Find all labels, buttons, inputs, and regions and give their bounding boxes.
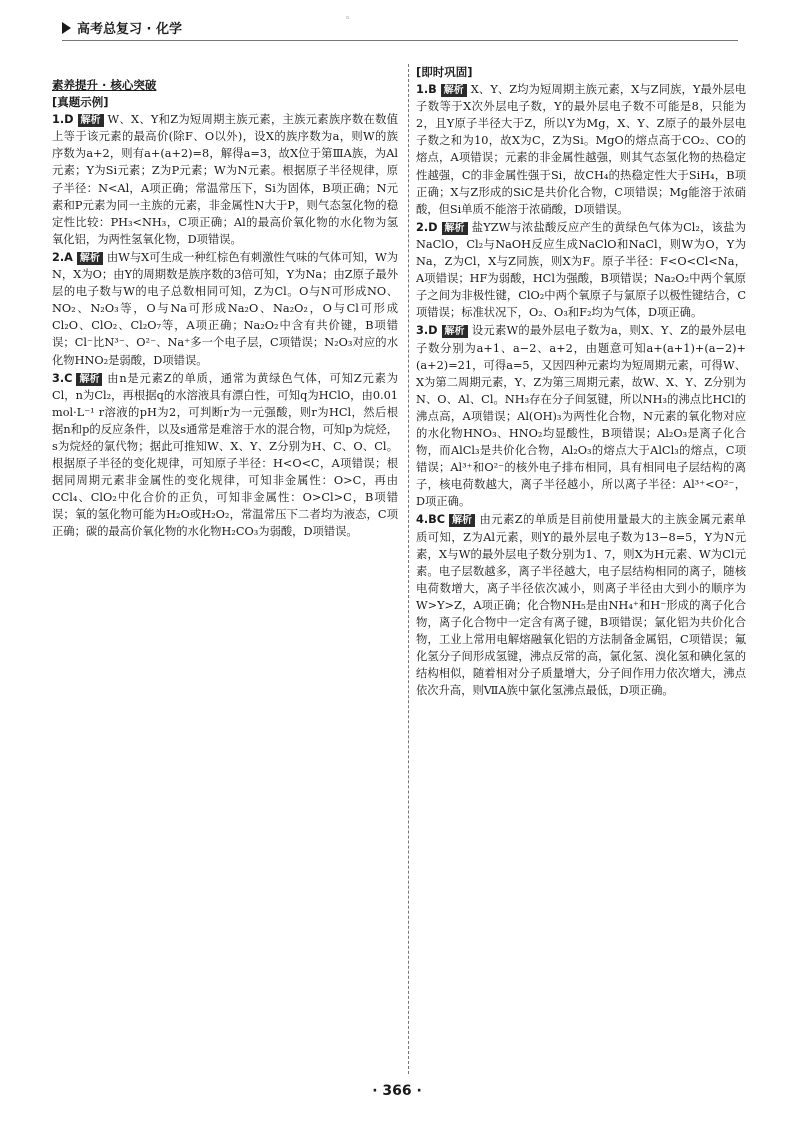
column-divider (408, 64, 409, 1074)
item-text: 由元素Z的单质是目前使用量最大的主族金属元素单质可知，Z为Al元素，则Y的最外层电子数为13−8=5，Y为N元素，X与W的最外层电子数分别为1、7，则X为H元素、W为Cl元素。电子层数越多，离子半径越大，电子层结构相同的离子，随核电荷数增大，离子半径依次减小，则离子半径由大到小的顺序为W>Y>Z，A项正确；化合物NH₅是由NH₄⁺和H⁻形成的离子化合物，离子化合物中一定含有离子键，B项错误；氯化铝为共价化合物，工业上常用电解熔融氧化铝的方法制备金属铝，C项错误；氟化氢分子间形成氢键，沸点反常的高，氯化氢、溴化氢和碘化氢的结构相似，随着相对分子质量增大，分子间作用力依次增大，沸点依次升高，则ⅦA族中氯化氢沸点最低，D项正确。 (416, 513, 746, 698)
left-column (52, 77, 398, 542)
answer-item (52, 111, 398, 248)
item-number: 3. (52, 371, 65, 385)
item-number: 1. (416, 83, 429, 97)
triangle-marker-icon (62, 22, 71, 34)
analysis-badge: 解析 (441, 84, 467, 97)
item-number: 3. (416, 324, 429, 338)
item-answer: D (64, 113, 74, 127)
analysis-badge: 解析 (76, 373, 102, 386)
answer-item (416, 322, 746, 510)
page-header (62, 18, 182, 37)
answer-item (416, 511, 746, 699)
right-subhead: [即时巩固] (416, 65, 473, 79)
item-answer: BC (428, 513, 446, 527)
item-answer: A (64, 250, 73, 264)
analysis-badge: 解析 (449, 514, 475, 527)
item-answer: D (428, 220, 438, 234)
answer-item (52, 370, 398, 541)
answer-item (416, 81, 746, 218)
answer-item (416, 219, 746, 322)
item-text: 由W与X可生成一种红棕色有刺激性气味的气体可知，W为N，X为O；由Y的周期数是族序数的3倍可知，Y为Na；由Z原子最外层的电子数与W的电子总数相同可知，Z为Cl。O与N可形成NO、NO₂、N₂O₃等，O与Na可形成Na₂O、Na₂O₂，O与Cl可形成Cl₂O、ClO₂、Cl₂O₇等，A项正确；Na₂O₂中含有共价键，B项错误；Cl⁻比N³⁻、O²⁻、Na⁺多一个电子层，C项错误；N₂O₃对应的水化物HNO₂是弱酸，D项错误。 (52, 250, 399, 367)
analysis-badge: 解析 (78, 114, 104, 127)
item-text: 由n是元素Z的单质，通常为黄绿色气体，可知Z元素为Cl，n为Cl₂，再根据q的水溶液具有漂白性，可知q为HClO，由0.01 mol·L⁻¹ r溶液的pH为2，可判断r为一元强酸，则r为HCl，然后根据n和p的反应条件，以及s通常是难溶于水的混合物，可知p为烷烃，s为烷烃的氯代物；据此可推知W、X、Y、Z分别为H、C、O、Cl。根据原子半径的变化规律，可知原子半径：H<O<C，A项错误；根据同周期元素非金属性的变化规律，可知非金属性：O>C，再由CCl₄、ClO₂中化合价的正负，可知非金属性：O>Cl>C，B项错误；氧的氢化物可能为H₂O或H₂O₂，常温常压下二者均为液态，C项正确；碳的最高价氧化物的水化物H₂CO₃为弱酸，D项错误。 (52, 371, 398, 539)
right-column (416, 64, 746, 700)
item-answer: B (428, 83, 437, 97)
left-subhead: [真题示例] (52, 95, 109, 110)
header-title: 高考总复习 · 化学 (77, 22, 182, 37)
page-number: · 366 · (372, 1083, 422, 1099)
analysis-badge: 解析 (442, 222, 468, 235)
item-text: W、X、Y和Z为短周期主族元素，主族元素族序数在数值上等于该元素的最高价(除F、O以外)，设X的族序数为a，则W的族序数为a+2，则有a+(a+2)=8，解得a=3，故X位于第ⅢA族，为Al元素；Y为Si元素；Z为P元素；W为N元素。根据原子半径规律，原子半径：N<Al，A项正确；常温常压下，Si为固体，B项正确；N元素和P元素为同一主族的元素，非金属性N大于P，则气态氢化物的稳定性比较：PH₃<NH₃，C项正确；Al的最高价氧化物的水化物为氢氧化铝，为两性氢氧化物，D项错误。 (52, 113, 398, 246)
item-number: 4. (416, 513, 429, 527)
item-number: 2. (416, 220, 429, 234)
item-text: 设元素W的最外层电子数为a，则X、Y、Z的最外层电子数分别为a+1、a−2、a+2，由题意可知a+(a+1)+(a−2)+(a+2)=21，可得a=5，又因四种元素均为短周期元素，可得W、X为第二周期元素，Y、Z为第三周期元素，故W、X、Y、Z分别为N、O、Al、Cl。NH₃存在分子间氢键，所以NH₃的沸点比HCl的沸点高，A项错误；Al(OH)₃为两性化合物，N元素的氧化物对应的水化物HNO₃、HNO₂均显酸性，B项错误；Al₂O₃是离子化合物，而AlCl₃是共价化合物，Al₂O₃的熔点大于AlCl₃的熔点，C项错误；Al³⁺和O²⁻的核外电子排布相同，具有相同电子层结构的离子，核电荷数越大，离子半径越小，所以离子半径：Al³⁺<O²⁻，D项正确。 (416, 324, 746, 509)
item-number: 2. (52, 250, 65, 264)
analysis-badge: 解析 (442, 325, 468, 338)
analysis-badge: 解析 (77, 252, 103, 265)
scan-dot-mark: ◦ (345, 14, 351, 24)
section-title: 素养提升 · 核心突破 (52, 78, 157, 92)
item-number: 1. (52, 113, 65, 127)
item-answer: C (64, 371, 73, 385)
header-rule (62, 40, 738, 41)
item-answer: D (428, 324, 438, 338)
item-text: X、Y、Z均为短周期主族元素，X与Z同族，Y最外层电子数等于X次外层电子数，Y的最外层电子数不可能是8，只能为2，且Y原子半径大于Z，所以Y为Mg，X、Y、Z原子的最外层电子数之和为10，故X为C，Z为Si。MgO的熔点高于CO₂、CO的熔点，A项错误；元素的非金属性越强，则其气态氢化物的热稳定性越强，C的非金属性强于Si，故CH₄的热稳定性大于SiH₄，B项正确；X与Z形成的SiC是共价化合物，C项错误；Mg能溶于浓硝酸，但Si单质不能溶于浓硝酸，D项错误。 (416, 83, 746, 216)
answer-item (52, 249, 398, 369)
item-text: 盐YZW与浓盐酸反应产生的黄绿色气体为Cl₂，该盐为NaClO，Cl₂与NaOH反应生成NaClO和NaCl，则W为O，Y为Na，Z为Cl，X与Z同族，则X为F。原子半径：F<O<Cl<Na，A项错误；HF为弱酸，HCl为强酸，B项错误；Na₂O₂中两个氧原子之间为非极性键，ClO₂中两个氧原子与氯原子以极性键结合，C项错误；标准状况下，O₂、O₃和F₂均为气体，D项正确。 (416, 220, 746, 320)
